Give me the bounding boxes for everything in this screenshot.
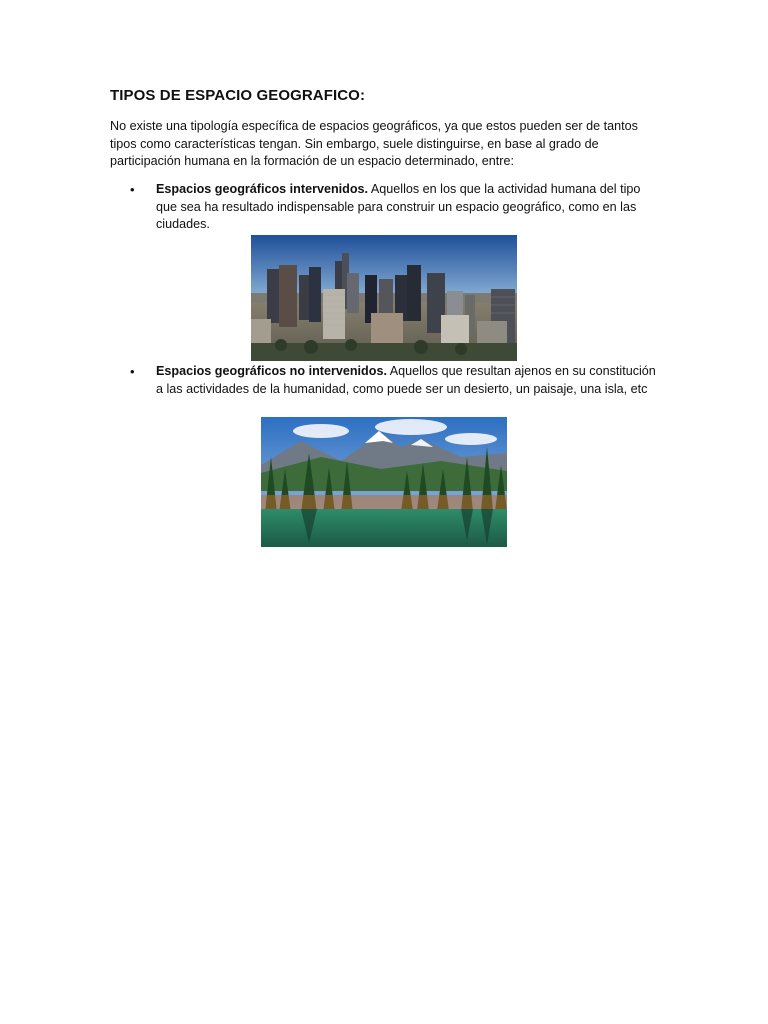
bullet-body: Aquellos que resultan ajenos en su constitución a las actividades de la humanidad, como puede ser un desierto, un paisaje, una isla, etc [156,364,656,396]
intro-paragraph: No existe una tipología específica de espacios geográficos, ya que estos pueden ser de tantos tipos como características tengan. Sin embargo, suele distinguirse, en base al grado de participación humana en la formación de un espacio determinado, entre: [110,119,638,168]
bullet-lead: Espacios geográficos no intervenidos. [156,364,387,378]
bullet-lead: Espacios geográficos intervenidos. [156,182,369,196]
mountain-lake-image [261,417,507,547]
bullet-icon: • [130,182,135,197]
city-skyline-image [251,235,517,361]
page-title: TIPOS DE ESPACIO GEOGRAFICO: [110,87,366,104]
bullet-body: Aquellos en los que la actividad humana del tipo que sea ha resultado indispensable para construir un espacio geográfico, como en las ciudades. [156,182,641,231]
bullet-icon: • [130,364,135,379]
